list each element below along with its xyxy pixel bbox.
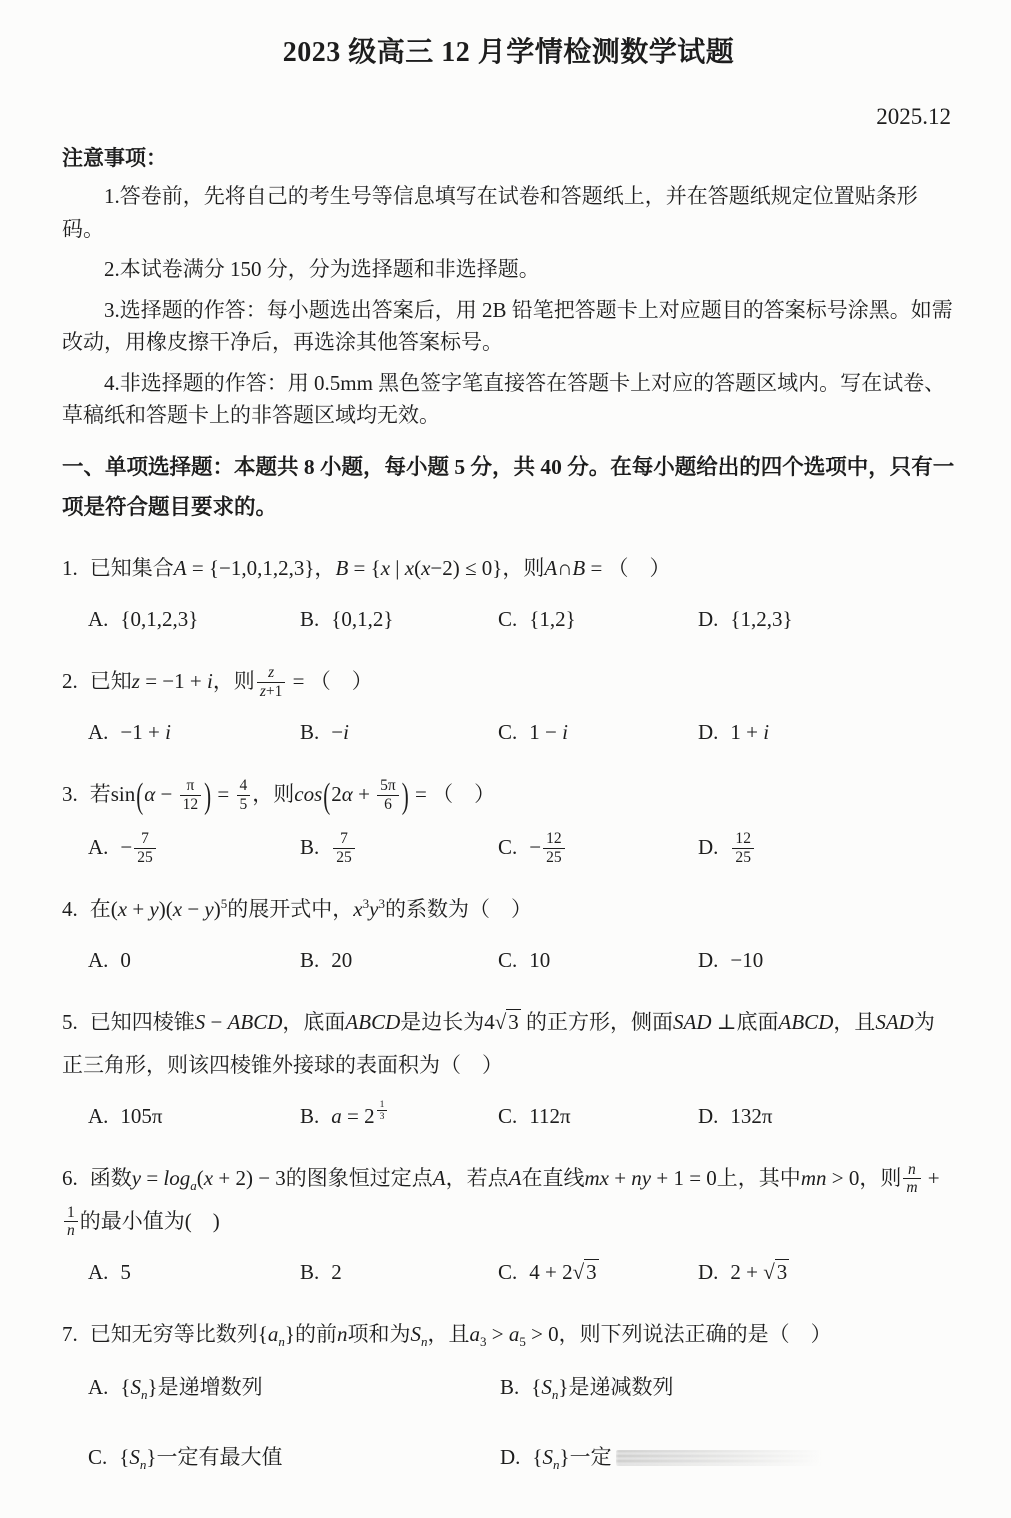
option-b: B. 20 (300, 947, 353, 972)
question-7-options (62, 1368, 955, 1478)
option-a: A. − $\frac{7}{25}$ (88, 828, 300, 868)
question-6 (62, 1157, 955, 1293)
option-d: D. −10 (698, 947, 764, 972)
question-4 (62, 888, 955, 981)
question-6-options (62, 1253, 955, 1293)
notice-heading: 注意事项： (62, 146, 167, 170)
question-4-stem (62, 888, 955, 931)
option-b: B. 2 (300, 1259, 342, 1284)
option-a: A. 5 (88, 1259, 131, 1284)
question-text: 已知四棱锥S − ABCD，底面ABCD是边长为4√3 的正方形，侧面SAD ⊥底面ABCD，且SAD为正三角形，则该四棱锥外接球的表面积为（ ） (62, 1009, 935, 1077)
question-3-stem (62, 773, 955, 818)
question-text: 函数$y = \log_a(x + 2) - 3$的图象恒过定点A，若点A在直线mx + ny + 1 = 0上，其中mn > 0，则 $\frac{n}{m}$ + $\frac{1}{n}$ 的最小值为( ) (62, 1166, 940, 1233)
question-3 (62, 773, 955, 868)
option-b: B. −i (300, 720, 349, 745)
question-5-options (62, 1097, 955, 1137)
question-7 (62, 1313, 955, 1478)
option-d: D. 1 + i (698, 720, 770, 745)
question-2-options (62, 713, 955, 753)
question-4-options (62, 941, 955, 981)
option-c: C. $\{S_n\}$一定有最大值 (88, 1444, 283, 1472)
question-2-stem (62, 660, 955, 703)
section-heading: 一、单项选择题：本题共 8 小题，每小题 5 分，共 40 分。在每小题给出的四个选项中，只有一项是符合题目要求的。 (62, 454, 955, 519)
question-1-options (62, 600, 955, 640)
option-a: A. $\{S_n\}$是递增数列 (88, 1374, 263, 1402)
question-text: 已知无穷等比数列$\{a_n\}$的前n项和为$S_n$，且$a_3 > a_5 > 0$，则下列说法正确的是（ ） (89, 1321, 832, 1349)
page-title: 2023 级高三 12 月学情检测数学试题 (282, 37, 735, 68)
option-b: B. {0,1,2} (300, 607, 394, 632)
option-d: D. $\{S_n\}$一定 (500, 1438, 955, 1478)
option-b: B. $\frac{7}{25}$ (300, 828, 498, 868)
question-text: 已知z = −1 + i，则 $\frac{z}{z+1}$ = （ ） (89, 664, 373, 700)
option-c: C. − $\frac{12}{25}$ (498, 828, 698, 868)
exam-date: 2025.12 (876, 104, 951, 129)
notice-item-3: 3.选择题的作答：每小题选出答案后，用 2B 铅笔把答题卡上对应题目的答案标号涂黑。如需改动，用橡皮擦干净后，再选涂其他答案标号。 (62, 297, 953, 355)
question-1 (62, 547, 955, 640)
question-text: 若sin(α − $\frac{\pi}{12}$ ) = $\frac{4}{5}$ ，则cos(2α + $\frac{5\pi}{6}$ ) = （ ） (89, 775, 496, 816)
option-d: D. $\frac{12}{25}$ (698, 828, 955, 868)
question-2 (62, 660, 955, 753)
question-number: 3. (62, 782, 78, 807)
question-7-stem (62, 1313, 955, 1356)
option-d: D. 2 + √3 (698, 1259, 788, 1284)
option-d: D. {1,2,3} (698, 607, 793, 632)
option-c: C. 112π (498, 1103, 571, 1128)
notice-section (62, 142, 955, 432)
question-6-stem (62, 1157, 955, 1243)
question-number: 1. (62, 556, 78, 581)
question-1-stem (62, 547, 955, 590)
option-c: C. {1,2} (498, 607, 576, 632)
option-c: C. 4 + 2√3 (498, 1259, 597, 1284)
notice-item-1: 1.答卷前，先将自己的考生号等信息填写在试卷和答题纸上，并在答题纸规定位置贴条形码。 (62, 184, 918, 241)
option-a: A. {0,1,2,3} (88, 607, 199, 632)
question-number: 4. (62, 896, 78, 921)
question-text: 已知集合A = {−1,0,1,2,3}，B = {x | x(x−2) ≤ 0}，则A∩B = （ ） (89, 556, 671, 581)
option-a: A. −1 + i (88, 720, 171, 745)
option-c: C. 10 (498, 947, 551, 972)
question-text: 在$(x + y)(x - y)^5$的展开式中，$x^3y^3$的系数为（ ） (89, 895, 532, 921)
option-b: B. a = 2 $^{\frac{1}{3}}$ (300, 1097, 498, 1137)
question-5-stem (62, 1001, 955, 1087)
question-number: 7. (62, 1321, 78, 1346)
question-number: 5. (62, 1009, 78, 1034)
option-d: D. 132π (698, 1103, 773, 1128)
notice-item-2: 2.本试卷满分 150 分，分为选择题和非选择题。 (104, 257, 540, 282)
option-a: A. 0 (88, 947, 131, 972)
question-3-options (62, 828, 955, 868)
question-number: 6. (62, 1165, 78, 1190)
option-b: B. $\{S_n\}$是递减数列 (500, 1374, 674, 1402)
question-5 (62, 1001, 955, 1137)
option-a: A. 105π (88, 1103, 163, 1128)
option-c: C. 1 − i (498, 720, 568, 745)
question-number: 2. (62, 669, 78, 694)
notice-item-4: 4.非选择题的作答：用 0.5mm 黑色签字笔直接答在答题卡上对应的答题区域内。写在试卷、草稿纸和答题卡上的非答题区域均无效。 (62, 370, 946, 428)
